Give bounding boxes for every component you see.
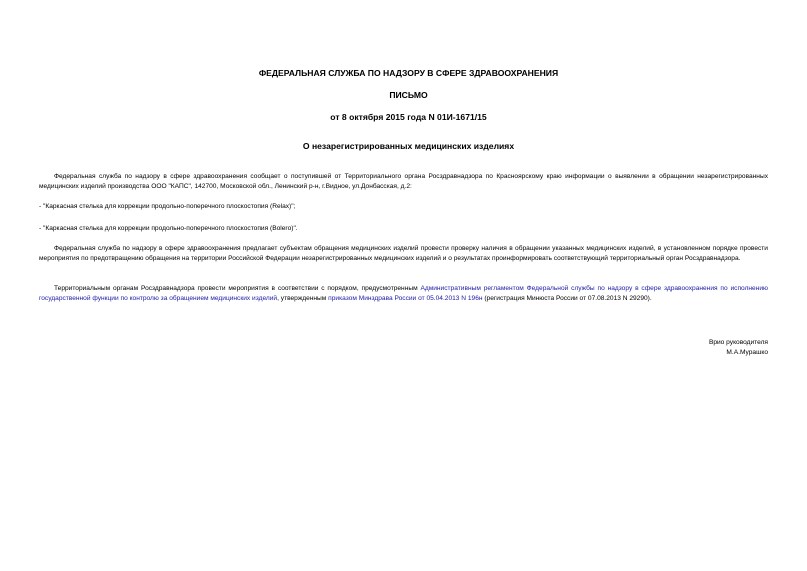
order-link[interactable]: приказом Минздрава России от 05.04.2013 N 196н <box>328 294 483 302</box>
list-item: - "Каркасная стелька для коррекции продольно-поперечного плоскостопия (Relax)"; <box>39 203 296 210</box>
signature-position: Врио руководителя <box>708 339 768 346</box>
paragraph-territorial-bodies <box>39 284 768 303</box>
signature-name: М.А.Мурашко <box>726 349 768 356</box>
document-type: ПИСЬМО <box>389 90 428 100</box>
paragraph-text: (регистрация Минюста России от 07.08.2013 N 29290). <box>482 294 652 302</box>
paragraph-proposal: Федеральная служба по надзору в сфере здравоохранения предлагает субъектам обращения медицинских изделий провести проверку наличия в обращении указанных медицинских изделий, в установленном порядке провести мероприятия по предотвращению обращения на территории Российской Федерации незарегистрированных медицинских изделий и о результатах проинформировать соответствующий территориальный орган Росздравнадзора. <box>39 245 768 262</box>
regulation-link[interactable]: Административным регламентом Федеральной службы по надзору в сфере здравоохранения по исполнению государственной функции по контролю за обращением медицинских изделий <box>39 285 768 302</box>
document-date-number: от 8 октября 2015 года N 01И-1671/15 <box>330 112 487 122</box>
agency-title: ФЕДЕРАЛЬНАЯ СЛУЖБА ПО НАДЗОРУ В СФЕРЕ ЗДРАВООХРАНЕНИЯ <box>258 68 559 78</box>
list-item: - "Каркасная стелька для коррекции продольно-поперечного плоскостопия (Bolero)". <box>39 225 298 232</box>
paragraph-text: , утвержденным <box>277 294 329 302</box>
document-subject: О незарегистрированных медицинских изделиях <box>302 141 515 151</box>
paragraph-text: Территориальным органам Росздравнадзора провести мероприятия в соответствии с порядком, предусмотренным <box>54 285 421 292</box>
paragraph-intro: Федеральная служба по надзору в сфере здравоохранения сообщает о поступившей от Территориального органа Росздравнадзора по Красноярскому краю информации о выявлении в обращении незарегистрированных медицинских изделий производства ООО "КАПС", 142700, Московской обл., Ленинский р-н, г.Видное, ул.Донбасская, д.2: <box>39 173 768 190</box>
